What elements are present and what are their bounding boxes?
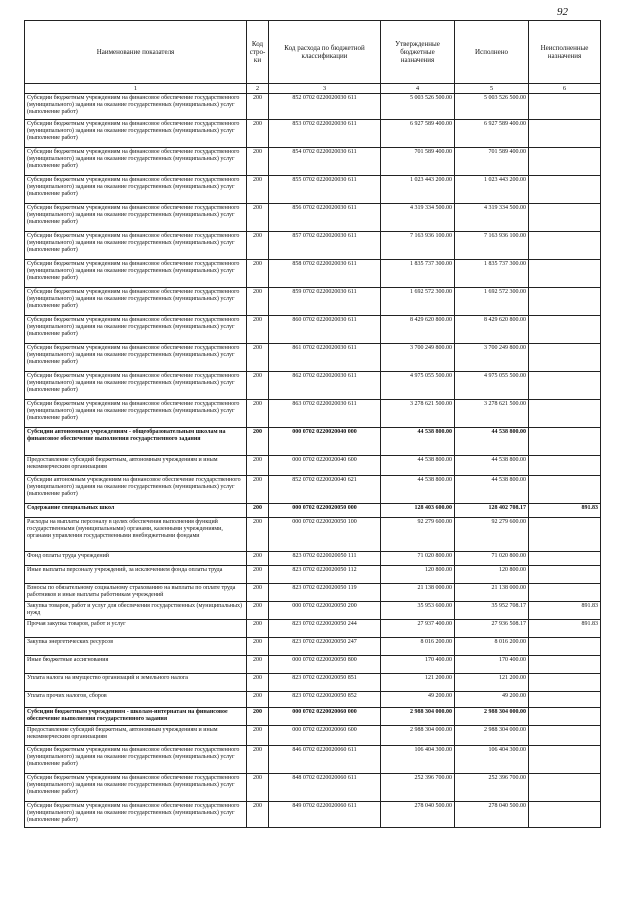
row-name: Предоставление субсидий бюджетным, автономным учреждениям и иным некоммерческим организациям <box>25 456 247 476</box>
row-class-code: 000 0702 0220020040 600 <box>269 456 381 476</box>
row-unexecuted <box>529 400 601 428</box>
table-row <box>25 148 601 176</box>
row-code: 200 <box>247 316 269 344</box>
row-approved: 121 200.00 <box>381 674 455 692</box>
row-class-code: 859 0702 0220020030 611 <box>269 288 381 316</box>
row-code: 200 <box>247 566 269 584</box>
row-code: 200 <box>247 372 269 400</box>
row-code: 200 <box>247 288 269 316</box>
row-class-code: 849 0702 0220020060 611 <box>269 802 381 828</box>
row-executed: 71 020 800.00 <box>455 552 529 566</box>
row-executed: 8 429 620 800.00 <box>455 316 529 344</box>
row-unexecuted <box>529 726 601 746</box>
row-unexecuted <box>529 552 601 566</box>
row-approved: 8 429 620 800.00 <box>381 316 455 344</box>
column-number: 1 <box>25 84 247 94</box>
row-unexecuted <box>529 802 601 828</box>
header-executed: Исполнено <box>455 21 529 84</box>
table-row <box>25 288 601 316</box>
table-row <box>25 674 601 692</box>
row-executed: 35 952 708.17 <box>455 602 529 620</box>
row-approved: 701 589 400.00 <box>381 148 455 176</box>
column-number: 3 <box>269 84 381 94</box>
row-approved: 44 538 800.00 <box>381 476 455 504</box>
row-approved: 170 400.00 <box>381 656 455 674</box>
table-row <box>25 400 601 428</box>
row-class-code: 863 0702 0220020030 611 <box>269 400 381 428</box>
table-row <box>25 552 601 566</box>
row-class-code: 854 0702 0220020030 611 <box>269 148 381 176</box>
row-class-code: 856 0702 0220020030 611 <box>269 204 381 232</box>
row-executed: 252 396 700.00 <box>455 774 529 802</box>
row-class-code: 000 0702 0220020040 000 <box>269 428 381 456</box>
row-code: 200 <box>247 94 269 120</box>
row-approved: 4 975 055 500.00 <box>381 372 455 400</box>
row-unexecuted <box>529 638 601 656</box>
table-row <box>25 708 601 726</box>
row-unexecuted <box>529 428 601 456</box>
column-number-row <box>25 84 601 94</box>
row-executed: 44 538 800.00 <box>455 428 529 456</box>
row-executed: 92 279 600.00 <box>455 518 529 552</box>
row-unexecuted <box>529 232 601 260</box>
header-approved: Утвержденные бюджетные назначения <box>381 21 455 84</box>
row-approved: 49 200.00 <box>381 692 455 708</box>
row-unexecuted <box>529 344 601 372</box>
row-class-code: 000 0702 0220020050 100 <box>269 518 381 552</box>
row-approved: 44 538 800.00 <box>381 428 455 456</box>
table-row <box>25 620 601 638</box>
table-row <box>25 428 601 456</box>
table-row <box>25 260 601 288</box>
header-unexecuted: Неисполненные назначения <box>529 21 601 84</box>
row-approved: 8 016 200.00 <box>381 638 455 656</box>
row-code: 200 <box>247 400 269 428</box>
table-row <box>25 774 601 802</box>
row-name: Иные бюджетные ассигнования <box>25 656 247 674</box>
row-executed: 3 700 249 800.00 <box>455 344 529 372</box>
row-class-code: 848 0702 0220020060 611 <box>269 774 381 802</box>
row-name: Субсидии бюджетным учреждениям на финансовое обеспечение государственного (муниципального) задания на оказание государственных (муниципальных) услуг (выполнение работ) <box>25 94 247 120</box>
row-executed: 170 400.00 <box>455 656 529 674</box>
row-unexecuted <box>529 656 601 674</box>
table-row <box>25 692 601 708</box>
row-name: Расходы на выплаты персоналу в целях обеспечения выполнения функций государственными (муниципальными) органами, казенными учреждениями, органами управления государственными внебюджетными фондами <box>25 518 247 552</box>
table-row <box>25 602 601 620</box>
row-name: Взносы по обязательному социальному страхованию на выплаты по оплате труда работников и иные выплаты работникам учреждений <box>25 584 247 602</box>
column-number: 5 <box>455 84 529 94</box>
row-class-code: 846 0702 0220020060 611 <box>269 746 381 774</box>
row-code: 200 <box>247 620 269 638</box>
row-code: 200 <box>247 674 269 692</box>
row-name: Прочая закупка товаров, работ и услуг <box>25 620 247 638</box>
row-approved: 4 319 334 500.00 <box>381 204 455 232</box>
row-unexecuted <box>529 204 601 232</box>
table-row <box>25 232 601 260</box>
row-name: Субсидии бюджетным учреждениям на финансовое обеспечение государственного (муниципального) задания на оказание государственных (муниципальных) услуг (выполнение работ) <box>25 316 247 344</box>
row-unexecuted <box>529 120 601 148</box>
row-class-code: 853 0702 0220020030 611 <box>269 120 381 148</box>
header-name: Наименование показателя <box>25 21 247 84</box>
row-unexecuted <box>529 566 601 584</box>
row-unexecuted <box>529 316 601 344</box>
row-class-code: 857 0702 0220020030 611 <box>269 232 381 260</box>
row-approved: 35 953 600.00 <box>381 602 455 620</box>
row-executed: 4 975 055 500.00 <box>455 372 529 400</box>
row-executed: 6 927 589 400.00 <box>455 120 529 148</box>
row-code: 200 <box>247 120 269 148</box>
row-unexecuted: 891.83 <box>529 504 601 518</box>
row-name: Субсидии бюджетным учреждениям на финансовое обеспечение государственного (муниципального) задания на оказание государственных (муниципальных) услуг (выполнение работ) <box>25 120 247 148</box>
table-row <box>25 656 601 674</box>
row-code: 200 <box>247 176 269 204</box>
row-name: Субсидии бюджетным учреждениям на финансовое обеспечение государственного (муниципального) задания на оказание государственных (муниципальных) услуг (выполнение работ) <box>25 260 247 288</box>
table-row <box>25 802 601 828</box>
row-approved: 3 700 249 800.00 <box>381 344 455 372</box>
row-name: Субсидии бюджетным учреждениям на финансовое обеспечение государственного (муниципального) задания на оказание государственных (муниципальных) услуг (выполнение работ) <box>25 148 247 176</box>
row-code: 200 <box>247 746 269 774</box>
row-approved: 7 163 936 100.00 <box>381 232 455 260</box>
table-row <box>25 316 601 344</box>
row-code: 200 <box>247 726 269 746</box>
column-number: 4 <box>381 84 455 94</box>
row-name: Уплата прочих налогов, сборов <box>25 692 247 708</box>
row-name: Субсидии автономным учреждениям на финансовое обеспечение государственного (муниципального) задания на оказание государственных (муниципальных) услуг (выполнение работ) <box>25 476 247 504</box>
row-approved: 1 692 572 300.00 <box>381 288 455 316</box>
table-row <box>25 176 601 204</box>
row-unexecuted <box>529 456 601 476</box>
table-header-row <box>25 21 601 84</box>
row-class-code: 858 0702 0220020030 611 <box>269 260 381 288</box>
row-approved: 278 040 500.00 <box>381 802 455 828</box>
row-code: 200 <box>247 584 269 602</box>
row-approved: 1 835 737 300.00 <box>381 260 455 288</box>
row-name: Фонд оплаты труда учреждений <box>25 552 247 566</box>
row-class-code: 860 0702 0220020030 611 <box>269 316 381 344</box>
row-executed: 8 016 200.00 <box>455 638 529 656</box>
row-approved: 6 927 589 400.00 <box>381 120 455 148</box>
row-name: Субсидии бюджетным учреждениям на финансовое обеспечение государственного (муниципального) задания на оказание государственных (муниципальных) услуг (выполнение работ) <box>25 400 247 428</box>
row-name: Содержание специальных школ <box>25 504 247 518</box>
row-unexecuted <box>529 692 601 708</box>
table-row <box>25 204 601 232</box>
page-number: 92 <box>557 6 568 18</box>
row-class-code: 000 0702 0220020050 200 <box>269 602 381 620</box>
row-name: Субсидии бюджетным учреждениям на финансовое обеспечение государственного (муниципального) задания на оказание государственных (муниципальных) услуг (выполнение работ) <box>25 344 247 372</box>
column-number: 2 <box>247 84 269 94</box>
row-code: 200 <box>247 638 269 656</box>
table-row <box>25 518 601 552</box>
row-code: 200 <box>247 260 269 288</box>
row-approved: 120 800.00 <box>381 566 455 584</box>
table-row <box>25 120 601 148</box>
row-approved: 44 538 800.00 <box>381 456 455 476</box>
row-unexecuted <box>529 372 601 400</box>
table-row <box>25 94 601 120</box>
row-name: Уплата налога на имущество организаций и земельного налога <box>25 674 247 692</box>
row-code: 200 <box>247 602 269 620</box>
row-name: Иные выплаты персоналу учреждений, за исключением фонда оплаты труда <box>25 566 247 584</box>
row-class-code: 823 0702 0220020050 119 <box>269 584 381 602</box>
row-name: Субсидии бюджетным учреждениям на финансовое обеспечение государственного (муниципального) задания на оказание государственных (муниципальных) услуг (выполнение работ) <box>25 746 247 774</box>
row-name: Закупка энергетических ресурсов <box>25 638 247 656</box>
row-unexecuted <box>529 260 601 288</box>
row-code: 200 <box>247 456 269 476</box>
row-code: 200 <box>247 656 269 674</box>
row-name: Субсидии бюджетным учреждениям на финансовое обеспечение государственного (муниципального) задания на оказание государственных (муниципальных) услуг (выполнение работ) <box>25 176 247 204</box>
table-row <box>25 584 601 602</box>
row-executed: 1 835 737 300.00 <box>455 260 529 288</box>
row-executed: 2 988 304 000.00 <box>455 726 529 746</box>
row-code: 200 <box>247 476 269 504</box>
row-executed: 121 200.00 <box>455 674 529 692</box>
row-class-code: 000 0702 0220020060 000 <box>269 708 381 726</box>
row-approved: 252 396 700.00 <box>381 774 455 802</box>
row-unexecuted <box>529 148 601 176</box>
row-executed: 278 040 500.00 <box>455 802 529 828</box>
row-unexecuted <box>529 176 601 204</box>
row-name: Субсидии бюджетным учреждениям на финансовое обеспечение государственного (муниципального) задания на оказание государственных (муниципальных) услуг (выполнение работ) <box>25 232 247 260</box>
budget-execution-table <box>24 20 601 828</box>
row-code: 200 <box>247 552 269 566</box>
row-approved: 2 988 304 000.00 <box>381 708 455 726</box>
row-code: 200 <box>247 708 269 726</box>
row-unexecuted <box>529 476 601 504</box>
table-row <box>25 566 601 584</box>
row-class-code: 855 0702 0220020030 611 <box>269 176 381 204</box>
row-executed: 120 800.00 <box>455 566 529 584</box>
row-executed: 44 538 800.00 <box>455 456 529 476</box>
row-name: Субсидии бюджетным учреждениям на финансовое обеспечение государственного (муниципального) задания на оказание государственных (муниципальных) услуг (выполнение работ) <box>25 288 247 316</box>
row-executed: 27 936 508.17 <box>455 620 529 638</box>
row-name: Субсидии бюджетным учреждениям на финансовое обеспечение государственного (муниципального) задания на оказание государственных (муниципальных) услуг (выполнение работ) <box>25 372 247 400</box>
row-class-code: 823 0702 0220020050 112 <box>269 566 381 584</box>
table-row <box>25 726 601 746</box>
row-class-code: 823 0702 0220020050 244 <box>269 620 381 638</box>
row-code: 200 <box>247 774 269 802</box>
row-unexecuted <box>529 674 601 692</box>
row-executed: 106 404 300.00 <box>455 746 529 774</box>
row-approved: 71 020 800.00 <box>381 552 455 566</box>
row-class-code: 852 0702 0220020040 621 <box>269 476 381 504</box>
row-approved: 2 988 304 000.00 <box>381 726 455 746</box>
row-approved: 5 003 526 500.00 <box>381 94 455 120</box>
row-name: Субсидии бюджетным учреждениям на финансовое обеспечение государственного (муниципального) задания на оказание государственных (муниципальных) услуг (выполнение работ) <box>25 204 247 232</box>
row-unexecuted <box>529 774 601 802</box>
row-executed: 4 319 334 500.00 <box>455 204 529 232</box>
row-class-code: 000 0702 0220020060 600 <box>269 726 381 746</box>
header-class-code: Код расхода по бюджетной классификации <box>269 21 381 84</box>
row-code: 200 <box>247 204 269 232</box>
row-class-code: 823 0702 0220020050 851 <box>269 674 381 692</box>
row-code: 200 <box>247 428 269 456</box>
row-unexecuted <box>529 708 601 726</box>
row-name: Субсидии бюджетным учреждениям - школам-интернатам на финансовое обеспечение выполнения государственного задания <box>25 708 247 726</box>
row-unexecuted: 891.83 <box>529 602 601 620</box>
row-executed: 128 402 708.17 <box>455 504 529 518</box>
row-unexecuted <box>529 518 601 552</box>
row-name: Субсидии бюджетным учреждениям на финансовое обеспечение государственного (муниципального) задания на оказание государственных (муниципальных) услуг (выполнение работ) <box>25 774 247 802</box>
column-number: 6 <box>529 84 601 94</box>
table-row <box>25 456 601 476</box>
row-class-code: 823 0702 0220020050 247 <box>269 638 381 656</box>
table-row <box>25 638 601 656</box>
row-class-code: 852 0702 0220020030 611 <box>269 94 381 120</box>
header-row-code: Код стро-ки <box>247 21 269 84</box>
row-class-code: 823 0702 0220020050 111 <box>269 552 381 566</box>
row-unexecuted <box>529 584 601 602</box>
row-name: Предоставление субсидий бюджетным, автономным учреждениям и иным некоммерческим организациям <box>25 726 247 746</box>
row-name: Субсидии автономным учреждениям - общеобразовательным школам на финансовое обеспечение выполнения государственного задания <box>25 428 247 456</box>
row-unexecuted <box>529 288 601 316</box>
row-code: 200 <box>247 344 269 372</box>
row-code: 200 <box>247 802 269 828</box>
row-approved: 106 404 300.00 <box>381 746 455 774</box>
row-name: Субсидии бюджетным учреждениям на финансовое обеспечение государственного (муниципального) задания на оказание государственных (муниципальных) услуг (выполнение работ) <box>25 802 247 828</box>
row-code: 200 <box>247 692 269 708</box>
table-row <box>25 476 601 504</box>
row-approved: 21 138 000.00 <box>381 584 455 602</box>
row-class-code: 862 0702 0220020030 611 <box>269 372 381 400</box>
row-executed: 701 589 400.00 <box>455 148 529 176</box>
table-row <box>25 344 601 372</box>
table-row <box>25 372 601 400</box>
row-executed: 1 023 443 200.00 <box>455 176 529 204</box>
row-class-code: 823 0702 0220020050 852 <box>269 692 381 708</box>
row-approved: 128 403 600.00 <box>381 504 455 518</box>
row-code: 200 <box>247 148 269 176</box>
row-executed: 44 538 800.00 <box>455 476 529 504</box>
row-class-code: 000 0702 0220020050 000 <box>269 504 381 518</box>
row-code: 200 <box>247 504 269 518</box>
row-approved: 27 937 400.00 <box>381 620 455 638</box>
row-class-code: 861 0702 0220020030 611 <box>269 344 381 372</box>
row-approved: 92 279 600.00 <box>381 518 455 552</box>
table-row <box>25 504 601 518</box>
row-executed: 3 278 621 500.00 <box>455 400 529 428</box>
table-row <box>25 746 601 774</box>
row-code: 200 <box>247 232 269 260</box>
row-executed: 2 988 304 000.00 <box>455 708 529 726</box>
row-code: 200 <box>247 518 269 552</box>
row-executed: 1 692 572 300.00 <box>455 288 529 316</box>
row-executed: 5 003 526 500.00 <box>455 94 529 120</box>
row-name: Закупка товаров, работ и услуг для обеспечения государственных (муниципальных) нужд <box>25 602 247 620</box>
row-executed: 21 138 000.00 <box>455 584 529 602</box>
row-executed: 49 200.00 <box>455 692 529 708</box>
row-class-code: 000 0702 0220020050 800 <box>269 656 381 674</box>
row-approved: 1 023 443 200.00 <box>381 176 455 204</box>
row-approved: 3 278 621 500.00 <box>381 400 455 428</box>
row-executed: 7 163 936 100.00 <box>455 232 529 260</box>
row-unexecuted <box>529 94 601 120</box>
row-unexecuted <box>529 746 601 774</box>
row-unexecuted: 891.83 <box>529 620 601 638</box>
